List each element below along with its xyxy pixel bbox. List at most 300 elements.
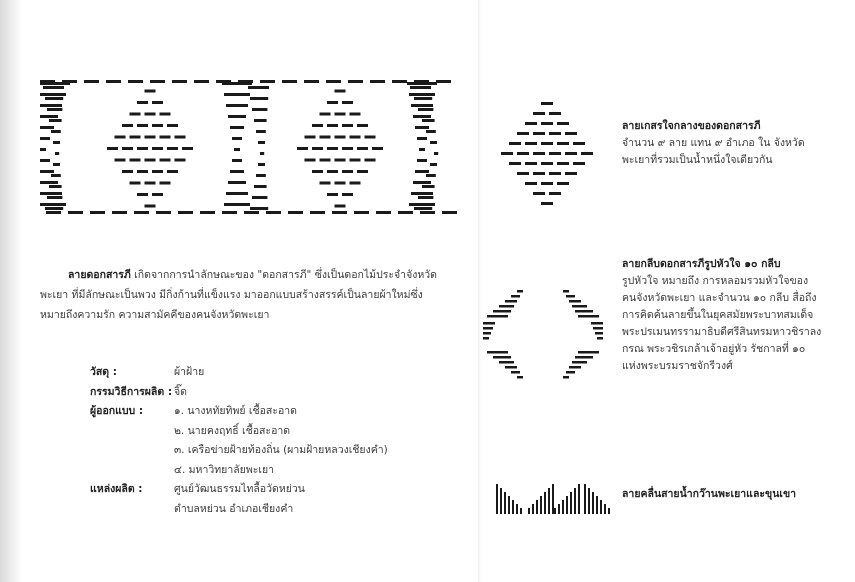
diamond-bar <box>517 132 529 135</box>
petal-bar <box>499 305 514 308</box>
diamond-bar <box>541 122 553 125</box>
band-chevron-bar <box>426 174 436 177</box>
band-chevron-bar <box>47 108 62 111</box>
wave-bar <box>578 484 580 514</box>
band-chevron-bar <box>40 203 66 206</box>
wave-bar <box>512 500 514 514</box>
diamond-bar <box>565 132 577 135</box>
band-diamond-bar <box>175 159 186 162</box>
band-edge-bar <box>304 80 319 83</box>
band-chevron-bar <box>254 185 267 188</box>
band-chevron-bar <box>250 97 268 100</box>
band-diamond-bar <box>122 147 133 150</box>
petal-bar <box>597 337 603 340</box>
band-diamond-bar <box>152 193 163 196</box>
band-edge-bar <box>282 80 297 83</box>
band-chevron-bar <box>230 126 244 129</box>
petal-bar <box>511 295 520 298</box>
diamond-bar <box>533 112 545 115</box>
band-diamond-bar <box>137 124 148 127</box>
band-chevron-bar <box>232 137 242 140</box>
diamond-bar <box>549 132 561 135</box>
band-chevron-bar <box>411 192 433 195</box>
band-diamond-bar <box>175 136 186 139</box>
band-diamond-bar <box>115 159 126 162</box>
petal-bar <box>572 361 587 364</box>
band-edge-bar <box>156 211 171 214</box>
band-diamond-bar <box>122 170 133 173</box>
wave-bar <box>536 500 538 514</box>
band-diamond-bar <box>342 193 353 196</box>
band-chevron-bar <box>413 115 431 118</box>
band-edge-bar <box>348 80 363 83</box>
band-chevron-bar <box>40 192 62 195</box>
caption-pollen <box>622 118 822 169</box>
band-diamond-bar <box>335 90 346 93</box>
band-edge-bar <box>150 80 165 83</box>
band-chevron-bar <box>415 170 429 173</box>
band-diamond-bar <box>327 147 338 150</box>
band-diamond-bar <box>350 113 361 116</box>
material-value: ผ้าฝ้าย <box>174 366 205 378</box>
info-table <box>90 363 450 519</box>
band-diamond-bar <box>137 101 148 104</box>
description-text: เกิดจากการนำลักษณะของ "ดอกสารภี" ซึ่งเป็นดอกไม้ประจำจังหวัดพะเยา ที่มีลักษณะเป็นพวง มีกิ่งก้านที่แข็งแรง มาออกแบบสร้างสรรค์เป็นลายผ้าใหม่ซึ่งหมายถึงความรัก ความสามัคคีของคนจังหวัดพะเยา <box>40 269 437 321</box>
wave-bar <box>544 492 546 514</box>
band-edge-bar <box>354 211 369 214</box>
petal-bar <box>505 366 517 369</box>
band-diamond-bar <box>130 136 141 139</box>
diamond-bar <box>549 152 561 155</box>
band-edge-bar <box>370 80 385 83</box>
band-diamond-bar <box>160 136 171 139</box>
band-chevron-bar <box>47 196 62 199</box>
diamond-bar <box>573 142 585 145</box>
band-chevron-bar <box>51 130 61 133</box>
band-edge-bar <box>376 211 391 214</box>
wave-bar <box>548 488 550 514</box>
material-label: วัสดุ : <box>90 366 117 378</box>
band-chevron-bar <box>417 137 427 140</box>
band-chevron-bar <box>258 141 265 144</box>
band-diamond-bar <box>305 159 316 162</box>
band-chevron-bar <box>409 203 435 206</box>
caption-title: ลายเกสรใจกลางของดอกสารภี <box>622 120 761 132</box>
petal-bar <box>578 315 599 318</box>
band-chevron-bar <box>40 170 54 173</box>
diamond-bar <box>525 162 537 165</box>
band-diamond-bar <box>320 182 331 185</box>
band-chevron-bar <box>250 207 268 210</box>
band-chevron-bar <box>422 185 435 188</box>
pattern-description <box>40 265 445 325</box>
band-edge-bar <box>46 211 61 214</box>
band-diamond-bar <box>335 113 346 116</box>
band-chevron-bar <box>254 119 267 122</box>
band-diamond-bar <box>152 170 163 173</box>
wave-bar <box>592 492 594 514</box>
petal-bar <box>487 315 508 318</box>
petal-bar <box>575 356 593 359</box>
band-diamond-bar <box>137 147 148 150</box>
wave-bar <box>528 508 530 514</box>
band-diamond-bar <box>130 182 141 185</box>
band-edge-bar <box>128 80 143 83</box>
band-diamond-bar <box>145 159 156 162</box>
band-chevron-bar <box>434 152 438 155</box>
band-diamond-bar <box>312 124 323 127</box>
info-source-row <box>90 480 450 519</box>
band-diamond-bar <box>372 147 383 150</box>
band-chevron-bar <box>224 203 250 206</box>
diamond-bar <box>533 172 545 175</box>
info-process-row <box>90 383 450 403</box>
diamond-bar <box>525 182 537 185</box>
band-diamond-bar <box>335 159 346 162</box>
band-chevron-bar <box>51 174 61 177</box>
band-diamond-bar <box>335 182 346 185</box>
band-edge-bar <box>392 80 407 83</box>
band-diamond-bar <box>107 147 118 150</box>
panel-divider <box>478 0 482 582</box>
petal-bar <box>572 305 587 308</box>
band-diamond-bar <box>122 124 133 127</box>
band-chevron-bar <box>418 196 433 199</box>
band-diamond-bar <box>357 124 368 127</box>
band-chevron-bar <box>256 130 266 133</box>
band-diamond-bar <box>327 170 338 173</box>
band-diamond-bar <box>327 101 338 104</box>
band-chevron-bar <box>40 115 58 118</box>
band-chevron-bar <box>53 141 60 144</box>
petal-bar <box>493 310 511 313</box>
diamond-bar <box>557 162 569 165</box>
band-edge-bar <box>266 211 281 214</box>
band-diamond-bar <box>152 124 163 127</box>
band-diamond-bar <box>365 159 376 162</box>
petal-bar <box>563 376 569 379</box>
wave-bar <box>554 508 556 514</box>
wave-bar <box>532 504 534 514</box>
band-chevron-bar <box>49 119 62 122</box>
diamond-bar <box>501 152 513 155</box>
diamond-bar <box>581 152 593 155</box>
band-chevron-bar <box>419 148 425 151</box>
band-diamond-bar <box>145 90 156 93</box>
diamond-bar <box>557 182 569 185</box>
diamond-bar <box>549 112 561 115</box>
band-chevron-bar <box>248 86 269 89</box>
band-chevron-bar <box>415 126 429 129</box>
source-label: แหล่งผลิต : <box>90 483 143 495</box>
band-edge-bar <box>420 211 435 214</box>
diamond-bar <box>517 172 529 175</box>
petal-bar <box>566 371 575 374</box>
band-edge-bar <box>326 80 341 83</box>
band-diamond-bar <box>327 124 338 127</box>
band-chevron-bar <box>414 207 432 210</box>
wave-bar <box>508 496 510 514</box>
band-chevron-bar <box>228 181 246 184</box>
petal-bar <box>499 361 514 364</box>
band-diamond-bar <box>365 136 376 139</box>
band-diamond-bar <box>115 136 126 139</box>
band-chevron-bar <box>53 163 60 166</box>
wave-bar <box>570 492 572 514</box>
band-chevron-bar <box>418 108 433 111</box>
band-chevron-bar <box>40 93 66 96</box>
wave-bar <box>562 500 564 514</box>
heart-petal-pattern <box>483 288 603 378</box>
band-chevron-bar <box>430 163 437 166</box>
band-diamond-bar <box>342 170 353 173</box>
diamond-bar <box>517 152 529 155</box>
wave-bar <box>600 500 602 514</box>
info-designers-row <box>90 402 450 480</box>
band-diamond-bar <box>350 136 361 139</box>
band-chevron-bar <box>252 196 267 199</box>
band-diamond-bar <box>335 205 346 208</box>
band-diamond-bar <box>305 136 316 139</box>
designer-item: ๑. นางหทัยทิพย์ เชื้อสะอาด <box>174 405 297 417</box>
petal-bar <box>575 310 593 313</box>
band-chevron-bar <box>226 104 248 107</box>
band-edge-bar <box>68 211 83 214</box>
band-chevron-bar <box>413 181 431 184</box>
band-diamond-bar <box>160 182 171 185</box>
band-chevron-bar <box>40 181 58 184</box>
info-material-row <box>90 363 450 383</box>
band-chevron-bar <box>258 163 265 166</box>
diamond-bar <box>541 142 553 145</box>
band-edge-bar <box>134 211 149 214</box>
source-line: ตำบลหย่วน อำเภอเชียงคำ <box>174 502 294 515</box>
wave-bar <box>520 508 522 514</box>
petal-bar <box>569 366 581 369</box>
band-chevron-bar <box>40 126 54 129</box>
band-edge-bar <box>112 211 127 214</box>
band-edge-bar <box>172 80 187 83</box>
band-chevron-bar <box>230 170 244 173</box>
band-edge-bar <box>90 211 105 214</box>
process-value: จิ๊ด <box>174 385 187 398</box>
petal-bar <box>483 337 489 340</box>
band-diamond-bar <box>145 182 156 185</box>
band-chevron-bar <box>228 115 246 118</box>
pollen-diamond-pattern <box>492 95 602 210</box>
petal-bar <box>483 332 491 335</box>
diamond-bar <box>573 162 585 165</box>
band-diamond-bar <box>130 159 141 162</box>
sarapee-band-pattern <box>40 80 440 215</box>
band-diamond-bar <box>320 136 331 139</box>
band-chevron-bar <box>426 130 436 133</box>
band-edge-bar <box>216 80 231 83</box>
petal-bar <box>511 371 520 374</box>
diamond-bar <box>533 152 545 155</box>
wave-bar <box>540 496 542 514</box>
band-diamond-bar <box>320 159 331 162</box>
designer-item: ๔. มหาวิทยาลัยพะเยา <box>174 463 275 476</box>
petal-bar <box>505 300 517 303</box>
wave-bar <box>608 508 610 514</box>
band-edge-bar <box>332 211 347 214</box>
band-diamond-bar <box>145 113 156 116</box>
band-chevron-bar <box>417 159 427 162</box>
band-chevron-bar <box>49 185 62 188</box>
band-chevron-bar <box>224 93 250 96</box>
wave-bar <box>596 496 598 514</box>
band-chevron-bar <box>411 104 433 107</box>
caption-petals <box>622 256 822 375</box>
band-chevron-bar <box>410 86 431 89</box>
band-chevron-bar <box>45 97 63 100</box>
band-chevron-bar <box>422 119 435 122</box>
band-chevron-bar <box>252 108 267 111</box>
page-gutter-shade <box>0 0 22 582</box>
wave-bar <box>558 504 560 514</box>
band-edge-bar <box>288 211 303 214</box>
designer-item: ๒. นายคงฤทธิ์ เชื้อสะอาด <box>174 424 291 437</box>
wave-bar <box>496 484 498 514</box>
diamond-bar <box>557 122 569 125</box>
band-diamond-bar <box>152 147 163 150</box>
band-edge-bar <box>244 211 259 214</box>
band-diamond-bar <box>145 136 156 139</box>
petal-bar <box>487 351 508 354</box>
band-edge-bar <box>260 80 275 83</box>
band-chevron-bar <box>260 152 264 155</box>
petal-bar <box>595 332 603 335</box>
band-chevron-bar <box>40 159 50 162</box>
band-diamond-bar <box>342 101 353 104</box>
band-edge-bar <box>106 80 121 83</box>
caption-title: ลายกลีบดอกสารภีรูปหัวใจ ๑๐ กลีบ <box>622 258 781 270</box>
band-diamond-bar <box>342 124 353 127</box>
band-diamond-bar <box>167 147 178 150</box>
diamond-bar <box>533 192 545 195</box>
band-diamond-bar <box>312 170 323 173</box>
band-chevron-bar <box>232 159 242 162</box>
band-edge-bar <box>436 80 451 83</box>
caption-text: รูปหัวใจ หมายถึง การหลอมรวมหัวใจของคนจังหวัดพะเยา และจำนวน ๑๐ กลีบ สื่อถึงการคิดค้นลายขึ้นในยุคสมัยพระบาทสมเด็จพระปรเมนทรรามาธิบดีศรีสินทรมหาวชิราลงกรณ พระวชิรเกล้าเจ้าอยู่หัว รัชกาลที่ ๑๐ แห่งพระบรมราชจักรีวงศ์ <box>622 275 822 372</box>
band-edge-bar <box>62 80 77 83</box>
wave-mountain-pattern <box>494 482 612 514</box>
diamond-bar <box>549 192 561 195</box>
wave-bar <box>504 492 506 514</box>
band-diamond-bar <box>137 170 148 173</box>
band-chevron-bar <box>43 86 64 89</box>
band-diamond-bar <box>167 170 178 173</box>
band-edge-bar <box>194 80 209 83</box>
band-chevron-bar <box>430 141 437 144</box>
band-edge-bar <box>310 211 325 214</box>
wave-bar <box>584 484 586 514</box>
band-edge-bar <box>40 80 55 83</box>
band-diamond-bar <box>350 182 361 185</box>
wave-bar <box>588 488 590 514</box>
band-diamond-bar <box>160 159 171 162</box>
petal-bar <box>493 356 511 359</box>
band-diamond-bar <box>160 113 171 116</box>
band-diamond-bar <box>327 193 338 196</box>
diamond-bar <box>557 142 569 145</box>
band-chevron-bar <box>55 152 59 155</box>
description-lead: ลายดอกสารภี <box>68 269 131 281</box>
band-chevron-bar <box>40 148 46 151</box>
band-diamond-bar <box>342 147 353 150</box>
wave-bar <box>552 484 554 514</box>
diamond-bar <box>533 132 545 135</box>
band-diamond-bar <box>312 147 323 150</box>
petal-bar <box>591 322 603 325</box>
wave-bar <box>604 504 606 514</box>
diamond-bar <box>541 202 553 205</box>
diamond-bar <box>525 142 537 145</box>
petal-bar <box>563 290 569 293</box>
petal-bar <box>578 351 599 354</box>
band-diamond-bar <box>137 193 148 196</box>
band-chevron-bar <box>256 174 266 177</box>
band-chevron-bar <box>414 97 432 100</box>
caption-text: จำนวน ๙ ลาย แทน ๙ อำเภอ ใน จังหวัดพะเยาที่รวมเป็นน้ำหนึ่งใจเดียวกัน <box>622 137 805 166</box>
wave-bar <box>500 488 502 514</box>
diamond-bar <box>565 172 577 175</box>
petal-bar <box>569 300 581 303</box>
band-diamond-bar <box>320 113 331 116</box>
diamond-bar <box>541 162 553 165</box>
petal-bar <box>566 295 575 298</box>
petal-bar <box>593 327 603 330</box>
petal-bar <box>517 290 523 293</box>
band-chevron-bar <box>226 192 248 195</box>
process-label: กรรมวิธีการผลิต : <box>90 385 173 398</box>
caption-title: ลายคลื่นสายน้ำกว๊านพะเยาและขุนเขา <box>622 488 797 500</box>
band-diamond-bar <box>167 124 178 127</box>
designers-label: ผู้ออกแบบ : <box>90 405 144 417</box>
band-edge-bar <box>178 211 193 214</box>
diamond-bar <box>549 172 561 175</box>
band-edge-bar <box>84 80 99 83</box>
diamond-bar <box>541 182 553 185</box>
band-chevron-bar <box>45 207 63 210</box>
petal-bar <box>483 322 495 325</box>
band-edge-bar <box>222 211 237 214</box>
band-diamond-bar <box>335 136 346 139</box>
band-diamond-bar <box>130 113 141 116</box>
band-diamond-bar <box>357 170 368 173</box>
band-edge-bar <box>200 211 215 214</box>
band-edge-bar <box>398 211 413 214</box>
designer-item: ๓. เครือข่ายฝ้ายท้องถิ่น (ผามฝ้ายหลวงเชียงคำ) <box>174 444 388 456</box>
petal-bar <box>483 327 493 330</box>
band-diamond-bar <box>350 159 361 162</box>
band-edge-bar <box>442 211 457 214</box>
band-edge-bar <box>414 80 429 83</box>
diamond-bar <box>525 122 537 125</box>
caption-waves <box>622 486 822 503</box>
band-chevron-bar <box>40 137 50 140</box>
diamond-bar <box>509 162 521 165</box>
diamond-bar <box>509 142 521 145</box>
petal-bar <box>517 376 523 379</box>
band-diamond-bar <box>357 147 368 150</box>
band-diamond-bar <box>152 101 163 104</box>
diamond-bar <box>565 152 577 155</box>
band-diamond-bar <box>182 147 193 150</box>
band-chevron-bar <box>234 148 240 151</box>
band-diamond-bar <box>145 205 156 208</box>
